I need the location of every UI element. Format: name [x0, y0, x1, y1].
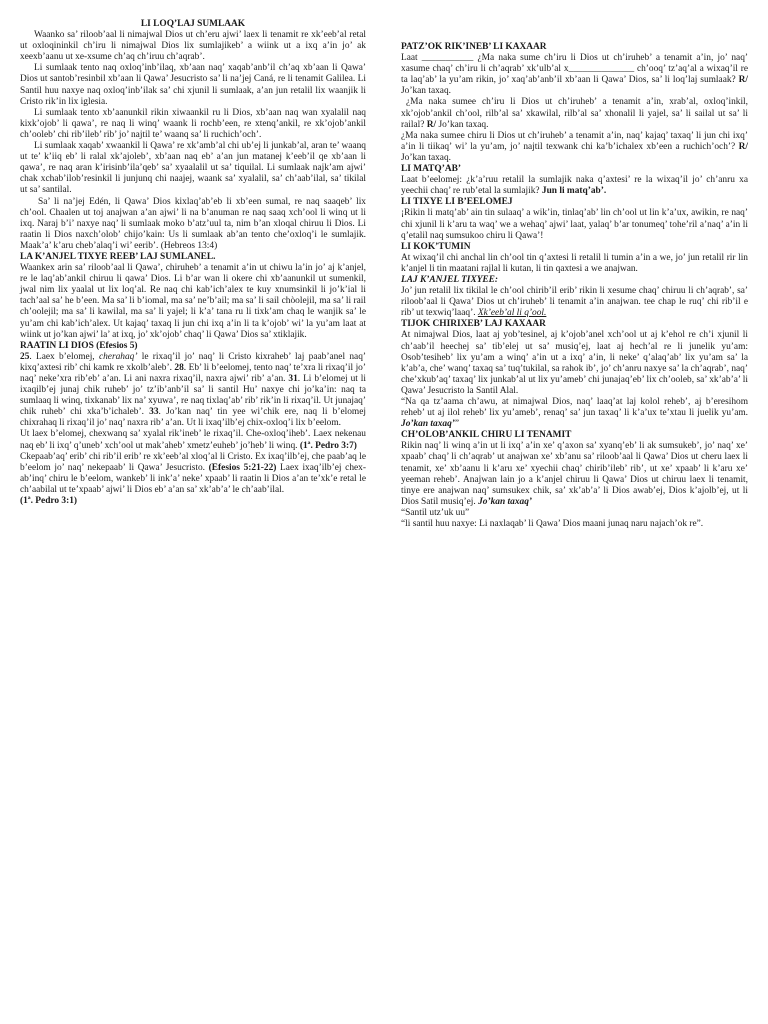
response-text: Jo’kan taxaq.	[401, 152, 451, 163]
intro-paragraph: Sa’ li na’jej Edén, li Qawa’ Dios kixlaq’ab’eb li xb’een sumal, re naq saaqeb’ lix ch’ool. Chaalen ut toj anajwan a’an ajwi’ li na b’anuman re naq saaq xch’ool li winq ut li ixq. Naraj b’i’ naxye naq’ li sumlaak moko b’atz’uul ta, nim b’an xloqal chiruu li Dios. Li raatin li Dios naxch’olob’ chijo’kain: Us li sumlaak ab’an tento che’oxloq’i le sumlajik. Maak’a’ k’aru cheb’alaq’i wi’ eerib’. (Hebreos 13:4)	[20, 196, 366, 251]
minister-words	[401, 286, 748, 319]
verse-text: . Laex b’elomej,	[29, 351, 99, 362]
bible-reference: (Efesios 5:21-22)	[208, 462, 277, 473]
closing-quote: ”	[454, 419, 460, 430]
exhortation-paragraph: Waankex arin sa’ riloob’aal li Qawa’, chiruheb’ a tenamit a’in ut chiwu la’in jo’ aj k’anjel, re le laq’ab’ankil chiruu li qawa’ Dios. Li b’ar wan li okere chi xb’aanunkil ut sumenkil, jwal nim lix yaalal ut lix loq’al. Re naq chi kab’ich’alex te kuy xnumsinkil li jo’k’ial li tach’aal sa’ he b’een. Ma sa’ li b’iomal, ma sa’ ne’b’ail; ma sa’ li sail chòolejil, ma sa’ li rail ch’oolejil; ma sa’ li kawilal, ma sa’ li yajel; li k’a’ tana ru li tixk’am chaq le wanjik sa’ le yu’am chi kab’ich’alex. Ut kajaq’ taxaq li jun chi ixq a’in li ta k’ojob’ wi’ la yu’am laat at wiink ut jo’kan ajwi’ la’ at ixq, jo’ xk’ojob’ chaq’ li Qawa’ Dios sa’ xtiklajik.	[20, 263, 366, 340]
response-marker: R/	[426, 119, 437, 130]
closing-quote-line: “li santil huu naxye: Li naxlaqab’ li Qawa’ Dios maani junaq naru najach’ok re”.	[401, 519, 704, 530]
vow-text: ¿Ma naka sumee ch’iru li Dios ut ch’iruheb’ a tenamit a’in, xrab’al, oxloq’inkil, xk’ojob’ankil ch’ool, rilb’al sa’ xkawilal, rilb’al sa’ xhonalil li yajel, sa’ li sailal ut sa’ li railal?	[401, 97, 748, 130]
intro-paragraph: Li sumlaak tento xb’aanunkil rikin xiwaankil ru li Dios, xb’aan naq wan xyalalil naq kixk’ojob’ li qawa’, re naq li winq’ waank li rochb’een, re xtenq’ankil, re xk’ojob’ankil ch’ooleb’ chi rib’ileb’ rib’ jo’ najtil te’ waanq sa’ li ruchich’och’.	[20, 107, 366, 140]
answer-text: Jun li matq’ab’.	[541, 186, 607, 197]
counsel-text: Ckepaab’aq’ erib’ chi rib’il erib’ re xk’eeb’al xloq’al li Cristo. Ex ixaq’ilb’ej, che paab’aq le b’eelom jo’ naq’ nekepaab’ li Qawa’ Jesucristo.	[20, 451, 366, 473]
vow-text: Laat ___________ ¿Ma naka sume ch’iru li Dios ut ch’iruheb’ a tenamit a’in, jo’ naq’ xasume chaq’ ch’iru li ch’aqrab’ xk’ulb’al x______________ ch’ooq’ tz’aq’al a wixaq’il re ta laq’ab’ la yu’am rikin, jo’ xaq’ab’anb’il xb’aan li Qawa’ Dios, sa’ li loq’laj sumlaak?	[401, 53, 748, 86]
declaration-paragraph	[401, 441, 748, 508]
verse-emphasis: cherahaq’	[98, 351, 138, 362]
verse-number: 33	[149, 407, 159, 418]
left-column	[20, 19, 366, 507]
response-text: Jo’kan taxaq.	[401, 86, 451, 97]
scripture-reading	[20, 352, 366, 430]
intro-paragraph: Li sumlaak xaqab’ xwaankil li Qawa’ re xk’amb’al chi ub’ej li junkab’al, aran te’ waanq ut te’ k’iiq eb’ li ralal xk’ajoleb’, xb’aan naq eb’ a’an jun matanej k’eeb’il qe xb’aan li qawa’, re naq aran k’irisinb’ila’qeb’ sa’ xyaalalil ut sa’ tiquilal. Li sumlaak najk’am ajwi’ chak xchab’ilob’resinkil li junjunq chi naajej, waank sa’ xyalalil, sa’ ch’aab’ilal, sa’ tikilal ut sa’ santilal.	[20, 141, 366, 196]
closing-quote-line: “Santil utz’uk uu”	[401, 507, 470, 518]
counsel-text: Laex ixaq’ilb’ej chex-ab’inq’ chiru le b’eelom, wankeb’ li ink’a’ neke’ xpaab’ li raatin li Dios a’an te’xk’e retal le ch’aabilal ut te’xpaab’ ajwi’ li Dios eb’ a’an sa’ xk’ab’a’ le ch’aab’ilal.	[20, 462, 366, 495]
verse-text: . Eb’ li b’eelomej, tento naq’ te’xra li rixaq’il jo’ naq’ neke’xra rib’eb’ a’an. Li ani naxra rixaq’il, naxra ajwi’ rib’ a’an.	[20, 362, 366, 384]
vow-text: ¿Ma naka sumee chiru li Dios ut ch’iruheb’ a tenamit a’in, naq’ kajaq’ taxaq’ li jun chi ixq’ a’in li tiikaq’ wi’ la yu’am, jo’ najtil texwank chi ka’b’ichalex xb’een a ruchich’och’?	[401, 130, 748, 152]
declaration-text: Rikin naq’ li winq a’in ut li ixq’ a’in xe’ q’axon sa’ xyanq’eb’ li ak sumsukeb’, jo’ naq’ xe’ xpaab’ chaq’ li ch’aqrab’ ut anajwan xe’ xb’anu sa’ riloob’aal li Qawa’ Dios ut cheru laex li tenamit, xe’ xb’aanu li k’aru xe’ xyechii chaq’ chirib’ileb’ rib’, ut xe’ xpaab’ li k’aru xe’ yeeman reheb’. Anajwan lain jo a k’anjel chiruu li Qawa’ Dios ut chiruu laex li tenamit, tinye ere anajwan naq’ sumsukex chik, sa’ xk’ab’a’ li Dios awab’ej, Dios k’ajolb’ej, ut li Dios Satil musiq’ej.	[401, 441, 748, 507]
section-heading: LI MATQ’AB’	[401, 164, 461, 175]
verse-text: . Jo’kan naq’ tin yee wi’chik ere, naq li b’elomej chixrahaq li rixaq’il jo’ naq’ naxra rib’ a’an. Ut li ixaq’ilb’ej chix-oxloq’i lix b’eelom.	[20, 407, 366, 429]
section-heading: LI TIXYE LI B’EELOMEJ	[401, 197, 513, 208]
verse-text: . Li b’elomej ut li ixaqilb’ej junaj chik ruheb’ jo’ tz’ib’anb’il sa’ li santil Hu’ naxye chi jo’ka’in: naq ta sumlaaq li winq, tixkanab’ lix na’ xyuwa’, re naq tixlaq’ab’ rib’ rik’in li rixaq’il. Ut junajaq’ chik ruheb’ chi xka’b’ichaleb’.	[20, 374, 367, 418]
instruction-note: Xk’eeb’al li q’ool.	[477, 308, 547, 319]
prayer-close	[401, 397, 748, 430]
amen-text: Jo’kan taxaq’	[478, 496, 532, 507]
section-heading: LI KOK’TUMIN	[401, 241, 471, 252]
vow-question	[401, 53, 748, 97]
response-marker: R/	[738, 141, 748, 152]
section-heading: LA K’ANJEL TIXYE REEB’ LAJ SUMLANEL.	[20, 251, 216, 262]
response-marker: R/	[738, 75, 748, 86]
coins-words: At wixaq’il chi anchal lin ch’ool tin q’axtesi li retalil li tumin a’in a we, jo’ jun retalil rir lin k’anjel li tin maatani rajlal li kutan, li tin qaxtesi a we anajwan.	[401, 252, 748, 274]
minister-text: Jo’ jun retalil lix tikilal le ch’ool chirib’il erib’ rikin li xesume chaq’ chiruu li ch’aqrab’, sa’ riloob’aal li Qawa’ Dios ut ch’iruheb’ li tenamit a’in anajwan. tee chap le ruq’ chi rib’il e rib’ ut texwiq’laaq’.	[401, 286, 748, 319]
prayer-paragraph: At nimajwal Dios, laat aj yob’tesinel, aj k’ojob’anel xch’ool ut aj k’ehol re ch’i xjunil li ch’aab’il heechej sa’ tib’elej ut sa’ musiq’ej, laat aj hech’al re li junelik yu’am: Osob’tesiheb’ lix yu’am a winq’ a’in ut a ixq’ a’in, li neke’ q’alaq’ab’ lix yu’am sa’ la k’ab’a, che’ wanq’ taxaq sa’ tuq’tukilal, sa rahok ib’, jo’ ch’anru naxye sa’ la ch’aqrab’, naq’ che’xkub’aq’ taxaq’ lix junkab’al ut lix yu’ameb’ chi junajaq’eb’ lix ch’ooleb, sa’ xk’ab’a’ li Qawa’ Jesucristo la Santil Alal.	[401, 330, 748, 396]
bible-reference: (1ª. Pedro 3:1)	[20, 496, 78, 507]
husbands-counsel	[20, 429, 366, 451]
intro-paragraph: Waanko sa’ riloob’aal li nimajwal Dios ut ch’eru ajwi’ laex li tenamit re xk’eeb’al retal ut oxloqininkil ch’iru li nimajwal Dios lix sumlajikeb’ a wiink ut a ixq a’in jo’ ak xeexb’aanu ut xe-xsume ch’aq ch’iruu ch’aqrab’.	[20, 30, 366, 63]
verse-text: le rixaq’il jo’ naq’ li Cristo kixraheb’ laj paab’anel naq’ kixq’axtesi rib’ chi kamk re xkolb’aleb’.	[20, 351, 367, 373]
section-heading: PATZ’OK RIK’INEB’ LI KAXAAR	[401, 42, 547, 52]
section-heading: RAATIN LI DIOS (Efesios 5)	[20, 340, 138, 351]
response-text: Jo’kan taxaq.	[436, 119, 489, 130]
section-heading: LAJ K’ANJEL TIXYEE:	[401, 274, 499, 285]
section-heading: CH’OLOB’ANKIL CHIRU LI TENAMIT	[401, 430, 572, 441]
wives-counsel	[20, 452, 366, 496]
verse-number: 28	[174, 362, 184, 373]
verse-number: 31	[288, 374, 298, 384]
counsel-text: Ut laex b’elomej, chexwanq sa’ xyalal rik’ineb’ le rixaq’il. Che-oxloq’iheb’. Laex nekenau naq eb’ li ixq’ q’uneb’ xch’ool ut mak’aheb’ xmetz’euheb’ jo’heb’ li winq.	[20, 429, 366, 451]
bible-reference: (1ª. Pedro 3:7)	[299, 440, 357, 451]
intro-paragraph: Li sumlaak tento naq oxloq’inb’ilaq, xb’aan naq’ xaqab’anb’il ch’aq xb’aan li Qawa’ Dios ut santob’resinbil xb’aan li Qawa’ Jesucristo sa’ li na’jej Caná, re li tenamit Galilea. Li Santil huu naxye naq oxloq’inb’ilak sa’ chi xjunil li sumlaak, a’an jun retalil lix waanjik li Cristo rik’in lix iglesia.	[20, 63, 366, 107]
amen-text: Jo’kan taxaq’	[401, 419, 455, 430]
question-text: Laat b’eelomej: ¿k’a’ruu retalil la sumlajik naka q’axtesi’ re la wixaq’il jo’ ch’anru xa yeechii chaq’ re rub’etal la sumlajik?	[401, 175, 748, 197]
verse-number: 25	[20, 351, 30, 362]
document-title: LI LOQ’LAJ SUMLAAK	[140, 19, 246, 29]
right-column	[401, 42, 748, 530]
husband-words: ¡Rikin li matq’ab’ ain tin sulaaq’ a wik’in, tinlaq’ab’ lin ch’ool ut lin k’a’ux, awikin, re naq’ chi xjunil li k’aru ta waq’ we a wehaq’ ajwi’ laat, yalaq’ b’ar tonumeq’ tohe’ril a’naq’ a’in li q’etalil naq sumsukoo chiru li Qawa’!	[401, 208, 748, 241]
ring-question	[401, 175, 748, 197]
prayer-text: “Na qa tz’aama ch’awu, at nimajwal Dios, naq’ laaq’at laj kolol reheb’, aj b’eresihom reheb’ ut aj ilol reheb’ lix yu’ameb’, renaq’ sa’ jun taxaq’ li k’a’ux te’xtau li juelik yu’am.	[401, 397, 748, 419]
vow-question	[401, 97, 748, 130]
vow-question	[401, 131, 748, 164]
section-heading: TIJOK CHIRIXEB’ LAJ KAXAAR	[401, 319, 546, 330]
